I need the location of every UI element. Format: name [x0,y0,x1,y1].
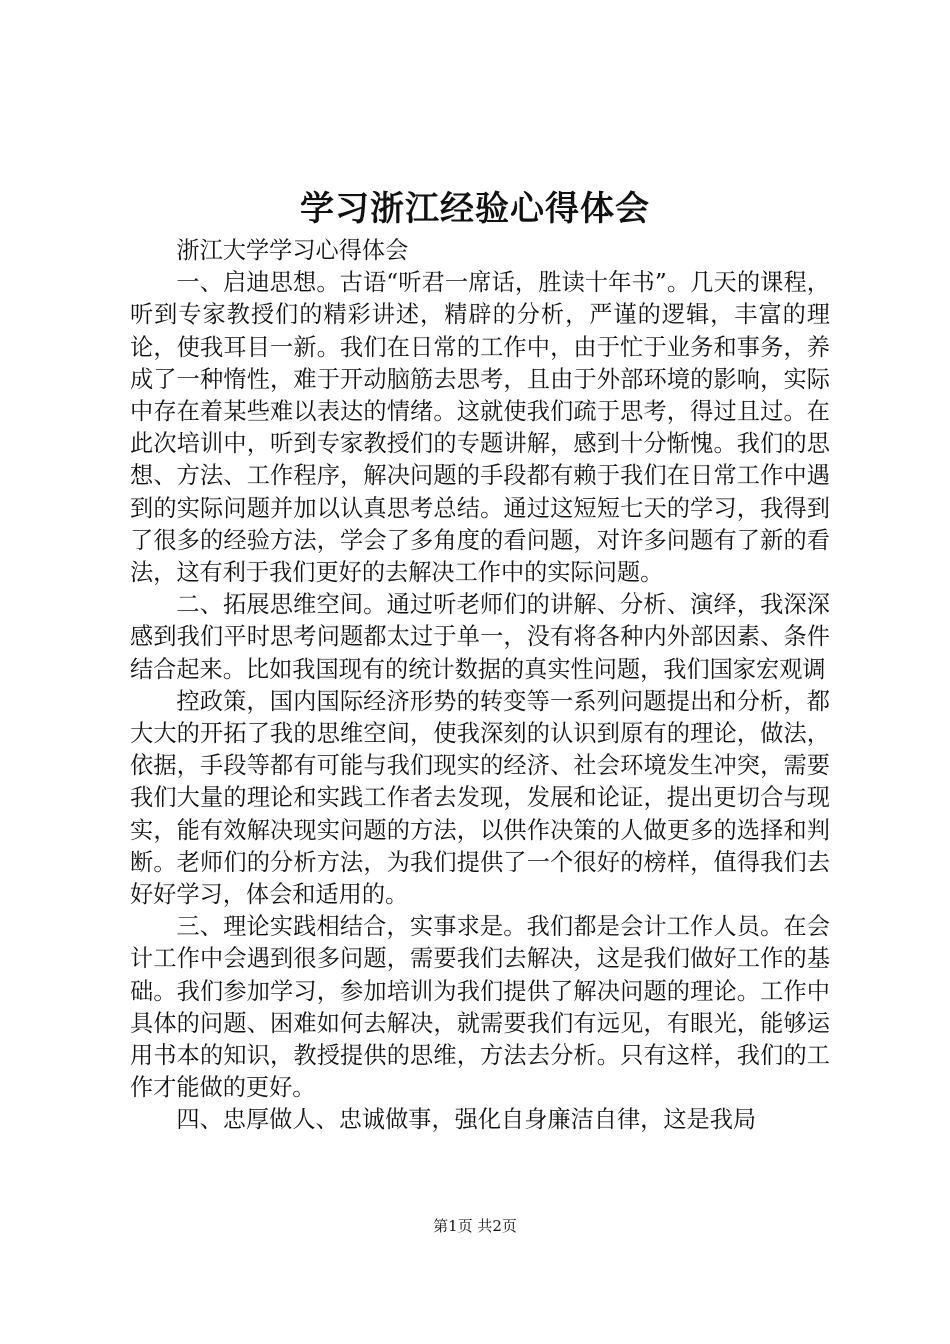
paragraph-5: 四、忠厚做人、忠诚做事，强化自身廉洁自律，这是我局 [176,1106,757,1134]
page-title: 学习浙江经验心得体会 [300,189,650,229]
document-body [130,235,830,1137]
paragraph-4: 三、理论实践相结合，实事求是。我们都是会计工作人员。在会计工作中会遇到很多问题，需要我们去解决，这是我们做好工作的基础。我们参加学习，参加培训为我们提供了解决问题的理论。工作中具体的问题、困难如何去解决，就需要我们有远见，有眼光，能够运用书本的知识，教授提供的思维，方法去分析。只有这样，我们的工作才能做的更好。 [130,913,830,1102]
paragraph-2: 二、拓展思维空间。通过听老师们的讲解、分析、演绎，我深深感到我们平时思考问题都太过于单一，没有将各种内外部因素、条件结合起来。比如我国现有的统计数据的真实性问题，我们国家宏观调 [130,591,830,683]
paragraph-3: 控政策，国内国际经济形势的转变等一系列问题提出和分析，都大大的开拓了我的思维空间，使我深刻的认识到原有的理论，做法，依据，手段等都有可能与我们现实的经济、社会环境发生冲突，需要我们大量的理论和实践工作者去发现，发展和论证，提出更切合与现实，能有效解决现实问题的方法，以供作决策的人做更多的选择和判断。老师们的分析方法，为我们提供了一个很好的榜样，值得我们去好好学习，体会和适用的。 [130,687,830,909]
paragraph-1: 一、启迪思想。古语“听君一席话，胜读十年书”。几天的课程，听到专家教授们的精彩讲述，精辟的分析，严谨的逻辑，丰富的理论，使我耳目一新。我们在日常的工作中，由于忙于业务和事务，养成了一种惰性，难于开动脑筋去思考，且由于外部环境的影响，实际中存在着某些难以表达的情绪。这就使我们疏于思考，得过且过。在此次培训中，听到专家教授们的专题讲解，感到十分惭愧。我们的思想、方法、工作程序，解决问题的手段都有赖于我们在日常工作中遇到的实际问题并加以认真思考总结。通过这短短七天的学习，我得到了很多的经验方法，学会了多角度的看问题，对许多问题有了新的看法，这有利于我们更好的去解决工作中的实际问题。 [130,269,830,587]
page-number-footer: 第1页 共2页 [433,1217,517,1235]
subtitle-line: 浙江大学学习心得体会 [176,237,409,264]
